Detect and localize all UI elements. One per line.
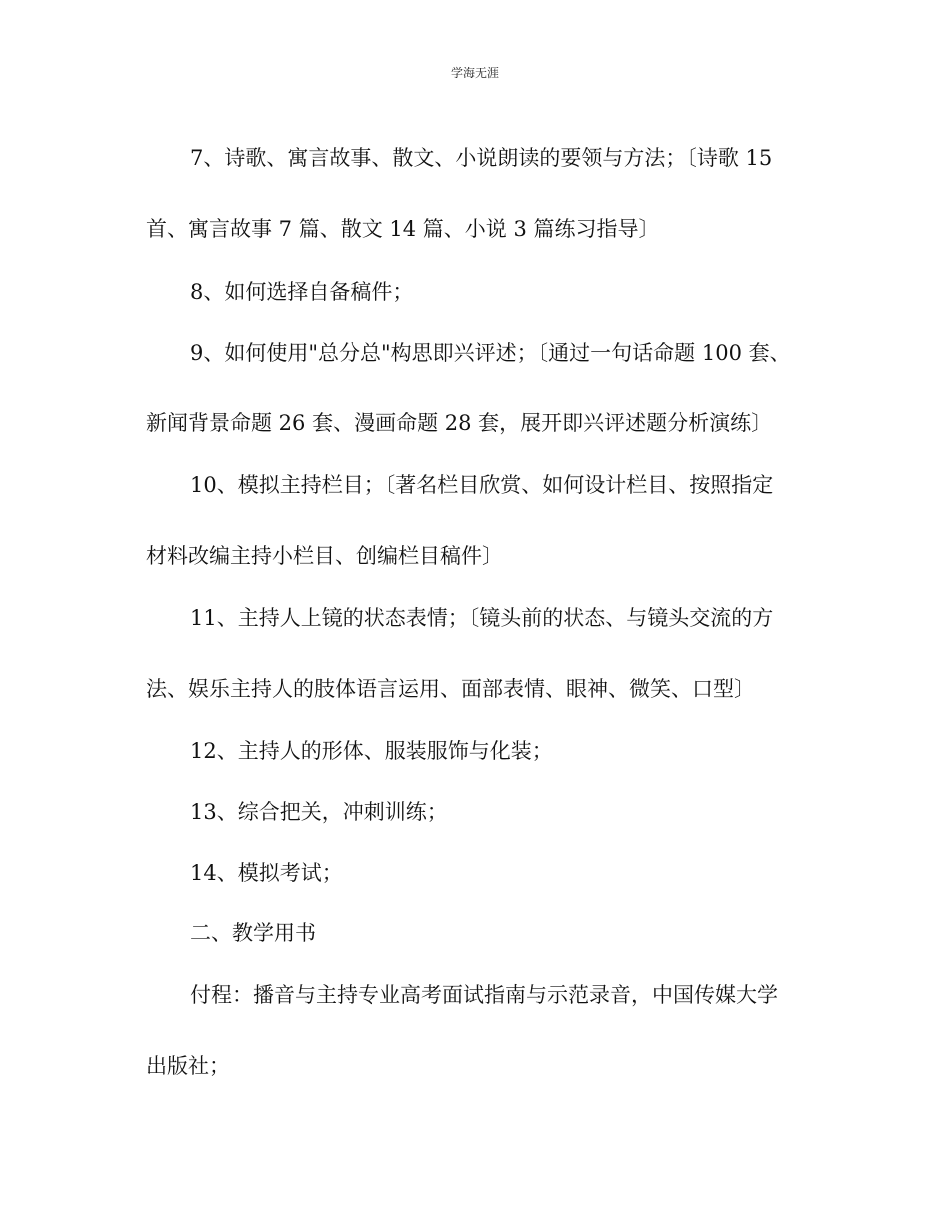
- text-line: 14、模拟考试；: [190, 861, 343, 885]
- text-line: 13、综合把关，冲刺训练；: [190, 800, 448, 824]
- text-line: 7、诗歌、寓言故事、散文、小说朗读的要领与方法；〔诗歌 15: [190, 146, 773, 170]
- text-line: 12、主持人的形体、服装服饰与化装；: [190, 739, 553, 763]
- text-line: 材料改编主持小栏目、创编栏目稿件〕: [146, 544, 503, 568]
- text-line: 出版社；: [146, 1054, 230, 1078]
- text-line: 8、如何选择自备稿件；: [190, 280, 414, 304]
- page-header: 学海无涯: [450, 66, 499, 80]
- text-line: 9、如何使用"总分总"构思即兴评述；〔通过一句话命题 100 套、: [190, 341, 791, 365]
- section-heading: 二、教学用书: [190, 921, 316, 945]
- text-line: 新闻背景命题 26 套、漫画命题 28 套，展开即兴评述题分析演练〕: [146, 411, 773, 435]
- text-line: 首、寓言故事 7 篇、散文 14 篇、小说 3 篇练习指导〕: [146, 217, 660, 241]
- text-line: 付程：播音与主持专业高考面试指南与示范录音，中国传媒大学: [190, 983, 778, 1007]
- text-line: 10、模拟主持栏目；〔著名栏目欣赏、如何设计栏目、按照指定: [190, 473, 774, 497]
- text-line: 11、主持人上镜的状态表情；〔镜头前的状态、与镜头交流的方: [190, 606, 774, 630]
- text-line: 法、娱乐主持人的肢体语言运用、面部表情、眼神、微笑、口型〕: [146, 677, 755, 701]
